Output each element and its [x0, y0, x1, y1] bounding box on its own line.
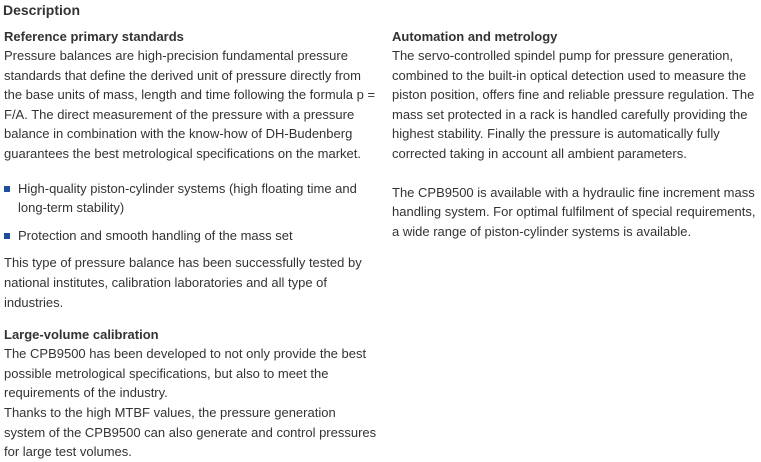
list-item-text: High-quality piston-cylinder systems (high floating time and long-term stability) — [18, 180, 357, 216]
list-item — [4, 179, 378, 218]
list-item-text: Protection and smooth handling of the mass set — [18, 227, 293, 243]
section-title-large-volume-calibration: Large-volume calibration — [4, 327, 159, 343]
square-bullet-icon — [4, 233, 10, 239]
list-item — [4, 226, 378, 246]
page-title: Description — [3, 2, 81, 18]
section-title-reference-primary-standards: Reference primary standards — [4, 29, 184, 44]
large-volume-paragraph-1: The CPB9500 has been developed to not only provide the best possible metrological specifications, but also to meet the requirements of the industry. — [4, 346, 367, 401]
left-column — [4, 27, 378, 462]
right-column — [392, 27, 758, 241]
feature-list — [4, 179, 378, 246]
square-bullet-icon — [4, 186, 10, 192]
large-volume-paragraph-2: Thanks to the high MTBF values, the pressure generation system of the CPB9500 can also generate and control pressures for large test volumes. — [4, 404, 377, 460]
automation-paragraph: The servo-controlled spindel pump for pressure generation, combined to the built-in optical detection used to measure the piston position, offers fine and reliable pressure regulation. The mass set protected in a rack is handled carefully providing the highest stability. Finally the pressure is automatically fully corrected taking in account all ambient parameters. — [392, 48, 755, 161]
reference-standards-paragraph: Pressure balances are high-precision fundamental pressure standards that define the derived unit of pressure directly from the base units of mass, length and time following the formula p = F/A. The direct measurement of the pressure with a pressure balance in combination with the know-how of DH-Budenberg guarantees the best metrological specifications on the market. — [4, 48, 376, 161]
availability-paragraph: The CPB9500 is available with a hydraulic fine increment mass handling system. For optimal fulfilment of special requirements, a wide range of piston-cylinder systems is available. — [392, 184, 756, 239]
section-title-automation-and-metrology: Automation and metrology — [392, 29, 558, 44]
tested-paragraph: This type of pressure balance has been successfully tested by national institutes, calibration laboratories and all type of industries. — [4, 255, 362, 310]
